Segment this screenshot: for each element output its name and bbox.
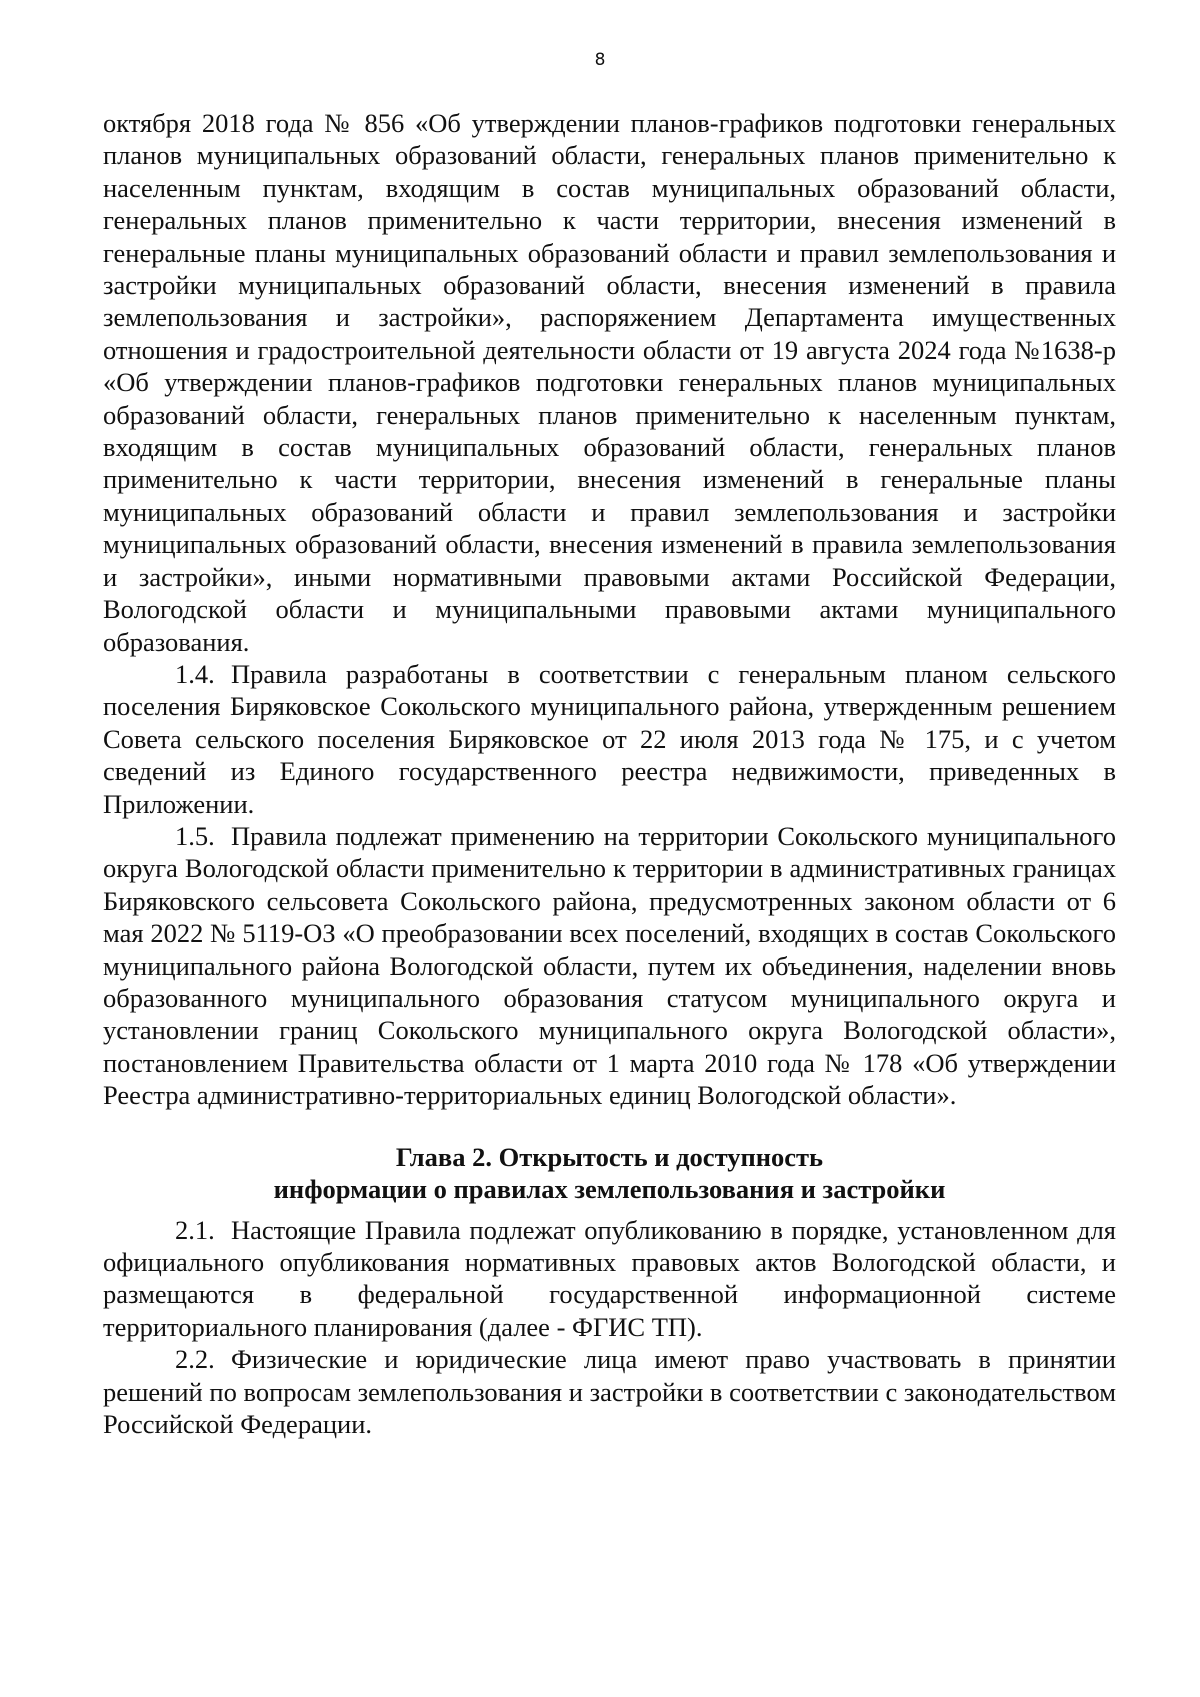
chapter-title-line-1: Глава 2. Открытость и доступность — [395, 1141, 824, 1172]
clause-2-1 — [103, 1214, 1116, 1344]
clause-number: 2.1. — [175, 1214, 215, 1245]
document-body — [103, 107, 1116, 1440]
page-number: 8 — [594, 50, 606, 70]
clause-1-4 — [103, 658, 1116, 820]
chapter-title-line-2: информации о правилах землепользования и застройки — [273, 1173, 946, 1204]
clause-number: 1.4. — [175, 658, 215, 689]
clause-2-2 — [103, 1343, 1116, 1440]
chapter-heading — [103, 1141, 1116, 1205]
clause-number: 2.2. — [175, 1344, 215, 1375]
clause-number: 1.5. — [175, 820, 215, 851]
clause-text: Правила подлежат применению на территории Сокольского муниципального округа Вологодской области применительно к территории в административных границах Биряковского сельсовета Сокольского района, предусмотренных законом области от 6 мая 2022 № 5119-ОЗ «О преобразовании всех поселений, входящих в состав Сокольского муниципального района Вологодской области, путем их объединения, наделении вновь образованного муниципального образования статусом муниципального округа и установлении границ Сокольского муниципального округа Вологодской области», постановлением Правительства области от 1 марта 2010 года № 178 «Об утверждении Реестра административно-территориальных единиц Вологодской области». — [103, 820, 1116, 1111]
clause-text: Физические и юридические лица имеют право участвовать в принятии решений по вопросам землепользования и застройки в соответствии с законодательством Российской Федерации. — [103, 1344, 1116, 1440]
clause-text: Правила разработаны в соответствии с генеральным планом сельского поселения Биряковское Сокольского муниципального района, утвержденным решением Совета сельского поселения Биряковское от 22 июля 2013 года № 175, и с учетом сведений из Единого государственного реестра недвижимости, приведенных в Приложении. — [103, 658, 1116, 819]
clause-text: Настоящие Правила подлежат опубликованию в порядке, установленном для официального опубликования нормативных правовых актов Вологодской области, и размещаются в федеральной государственной информационной системе территориального планирования (далее - ФГИС ТП). — [103, 1214, 1116, 1342]
clause-1-5 — [103, 820, 1116, 1112]
intro-paragraph: октября 2018 года № 856 «Об утверждении планов-графиков подготовки генеральных планов муниципальных образований области, генеральных планов применительно к населенным пунктам, входящим в состав муниципальных образований области, генеральных планов применительно к части территории, внесения изменений в генеральные планы муниципальных образований области и правил землепользования и застройки муниципальных образований области, внесения изменений в правила землепользования и застройки», распоряжением Департамента имущественных отношения и градостроительной деятельности области от 19 августа 2024 года №1638-р «Об утверждении планов-графиков подготовки генеральных планов муниципальных образований области, генеральных планов применительно к населенным пунктам, входящим в состав муниципальных образований области, генеральных планов применительно к части территории, внесения изменений в генеральные планы муниципальных образований области и правил землепользования и застройки муниципальных образований области, внесения изменений в правила землепользования и застройки», иными нормативными правовыми актами Российской Федерации, Вологодской области и муниципальными правовыми актами муниципального образования. — [103, 108, 1116, 657]
